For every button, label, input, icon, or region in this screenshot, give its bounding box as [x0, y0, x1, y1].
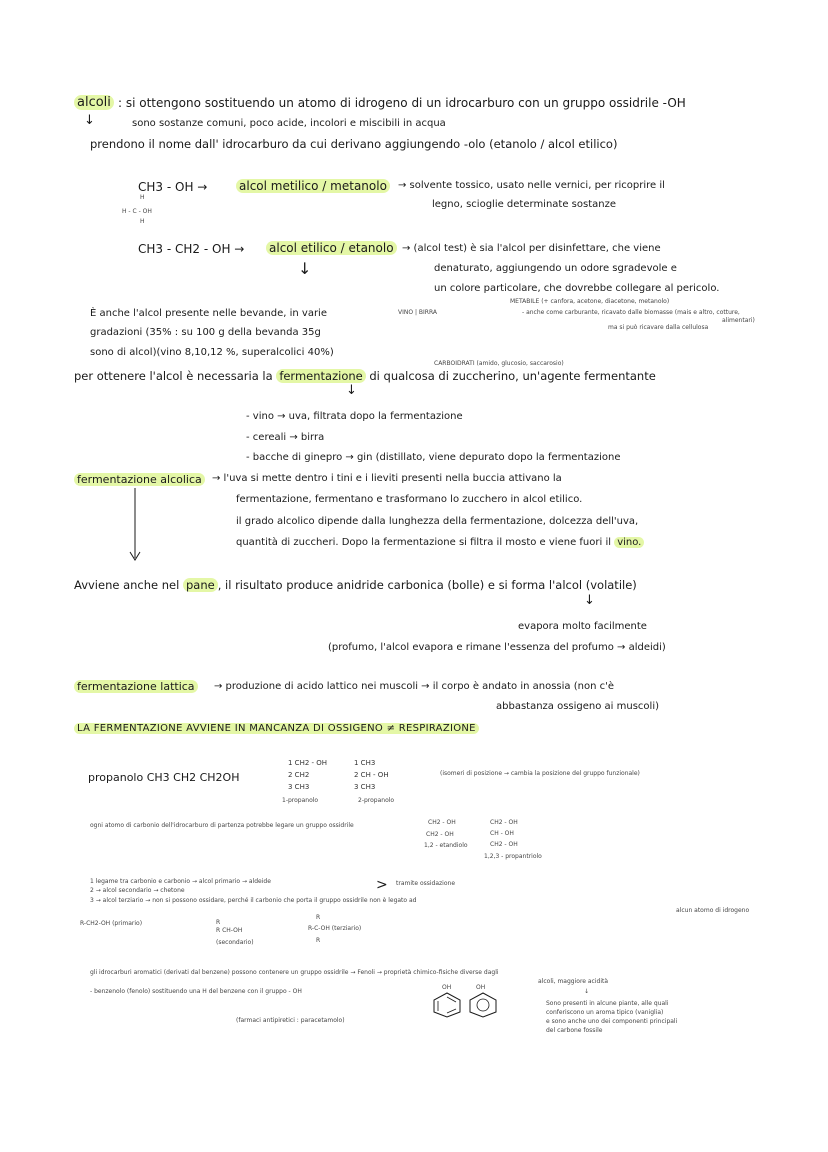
fermentazione-item-vino: - vino → uva, filtrata dopo la fermentazione	[246, 411, 463, 422]
metanolo-name: alcol metilico / metanolo	[236, 179, 390, 193]
etandiolo-line-1: CH2 - OH	[428, 819, 456, 826]
propantriolo-line-1: CH2 - OH	[490, 819, 518, 826]
alcoli-properties: sono sostanze comuni, poco acide, incolori e miscibili in acqua	[132, 118, 446, 129]
etanolo-desc-3: un colore particolare, che dovrebbe collegare al pericolo.	[434, 283, 720, 294]
propanolo-1-name: 1-propanolo	[282, 797, 319, 804]
down-arrow-icon: ↓	[298, 259, 312, 278]
etanolo-note-b: - anche come carburante, ricavato dalle biomasse (mais e altro, cotture,	[522, 309, 740, 316]
down-arrow-icon: ↓	[584, 988, 590, 995]
classi-row-3: 3 → alcol terziario → non si possono ossidare, perché il carbonio che porta il gruppo ossidrile non è legato ad	[90, 897, 417, 904]
metanolo-formula: CH3 - OH →	[138, 180, 208, 194]
fenoli-note-1: Sono presenti in alcune piante, alle quali	[546, 1000, 669, 1007]
alcolica-line-4: quantità di zuccheri. Dopo la fermentazione si filtra il mosto e viene fuori il vino.	[236, 537, 644, 549]
fenoli-acidita: alcoli, maggiore acidità	[538, 978, 609, 985]
pane-evapora: evapora molto facilmente	[518, 621, 647, 632]
fermentazione-alcolica-title: fermentazione alcolica	[74, 473, 205, 487]
fenoli-note-4: del carbone fossile	[546, 1027, 603, 1034]
down-arrow-icon: ↓	[584, 593, 595, 608]
pane-profumo: (profumo, l'alcol evapora e rimane l'essenza del profumo → aldeidi)	[328, 642, 666, 653]
etanolo-desc-2: denaturato, aggiungendo un odore sgradevole e	[434, 263, 677, 274]
bevande-line-1: È anche l'alcol presente nelle bevande, in varie	[90, 308, 327, 319]
etanolo-note-a: METABILE (+ canfora, acetone, diacetone, metanolo)	[510, 298, 670, 305]
terziario-line-1: R	[316, 914, 321, 921]
etandiolo-name: 1,2 - etandiolo	[424, 842, 468, 849]
propanolo-label: propanolo CH3 CH2 CH2OH	[88, 771, 240, 784]
classi-row-3b: alcun atomo di idrogeno	[676, 907, 750, 914]
benzene-ring-icon	[432, 992, 462, 1018]
etanolo-formula: CH3 - CH2 - OH →	[138, 242, 245, 256]
etanolo-name: alcol etilico / etanolo	[266, 241, 397, 255]
terziario-line-2: R-C-OH (terziario)	[308, 925, 362, 932]
secondario-line-2: R CH-OH	[216, 927, 243, 934]
propanolo-1-line-1: 1 CH2 - OH	[288, 759, 328, 767]
isomeri-note: (isomeri di posizione → cambia la posizione del gruppo funzionale)	[440, 770, 640, 777]
down-arrow-icon: ↓	[84, 113, 95, 128]
propantriolo-line-3: CH2 - OH	[490, 841, 518, 848]
vino-birra-label: VINO | BIRRA	[398, 309, 438, 316]
fermentazione-item-gin: - bacche di ginepro → gin (distillato, viene depurato dopo la fermentazione	[246, 452, 621, 463]
etanolo-desc-1: → (alcol test) è sia l'alcol per disinfettare, che viene	[402, 243, 661, 254]
etanolo-note-c: ma si può ricavare dalla cellulosa	[608, 324, 709, 331]
propanolo-2-line-2: 2 CH - OH	[354, 771, 389, 779]
fermentazione-lattica-title: fermentazione lattica	[74, 680, 198, 694]
fermentazione-item-birra: - cereali → birra	[246, 432, 325, 443]
alcolica-line-2: fermentazione, fermentano e trasformano lo zucchero in alcol etilico.	[236, 494, 583, 505]
pane-line: Avviene anche nel pane , il risultato produce anidride carbonica (bolle) e si forma l'alcol (volatile)	[74, 578, 637, 592]
classi-row-2: 2 → alcol secondario → chetone	[90, 887, 185, 894]
propanolo-2-line-1: 1 CH3	[354, 759, 376, 767]
secondario-name: (secondario)	[216, 939, 254, 946]
alcoli-title: alcoli	[74, 96, 114, 110]
propanolo-1-line-3: 3 CH3	[288, 783, 310, 791]
alcoli-naming: prendono il nome dall' idrocarburo da cui derivano aggiungendo -olo (etanolo / alcol etilico)	[90, 137, 618, 151]
lattica-line-2: abbastanza ossigeno ai muscoli)	[496, 701, 660, 712]
fenolo-oh-label-1: OH	[442, 984, 452, 991]
secondario-line-1: R	[216, 919, 221, 926]
etandiolo-line-2: CH2 - OH	[426, 831, 454, 838]
propanolo-1-line-2: 2 CH2	[288, 771, 310, 779]
propanolo-2-name: 2-propanolo	[358, 797, 395, 804]
fenolo-oh-label-2: OH	[476, 984, 486, 991]
fenoli-note-2: conferiscono un aroma tipico (vaniglia)	[546, 1009, 664, 1016]
polioli-text: ogni atomo di carbonio dell'idrocarburo di partenza potrebbe legare un gruppo ossidrile	[90, 822, 354, 829]
long-down-arrow-icon	[128, 488, 142, 562]
bevande-line-2: gradazioni (35% : su 100 g della bevanda 35g	[90, 327, 321, 338]
classi-row-1: 1 legame tra carbonio e carbonio → alcol primario → aldeide	[90, 878, 271, 885]
metanolo-structure-top: H	[140, 194, 145, 201]
metanolo-desc-1: → solvente tossico, usato nelle vernici, per ricoprire il	[398, 180, 665, 191]
ossidazione-label: tramite ossidazione	[396, 880, 456, 887]
metanolo-structure-mid: H - C - OH	[122, 208, 152, 215]
etanolo-note-b2: alimentari)	[722, 317, 755, 324]
benzene-ring-aromatic-icon	[468, 992, 498, 1018]
lattica-line-1: → produzione di acido lattico nei muscoli → il corpo è andato in anossia (non c'è	[214, 681, 614, 692]
brace-icon: >	[376, 877, 388, 893]
metanolo-desc-2: legno, scioglie determinate sostanze	[432, 199, 617, 210]
fenoli-note-3: e sono anche uno dei componenti principali	[546, 1018, 678, 1025]
propantriolo-line-2: CH - OH	[490, 830, 514, 837]
aromatici-line-1: gli idrocarburi aromatici (derivati dal benzene) possono contenere un gruppo ossidrile → Fenoli → proprietà chimico-fisiche diverse dagli	[90, 969, 499, 976]
alcolica-line-1: → l'uva si mette dentro i tini e i lieviti presenti nella buccia attivano la	[212, 473, 562, 484]
alcolica-line-3: il grado alcolico dipende dalla lunghezza della fermentazione, dolcezza dell'uva,	[236, 516, 639, 527]
bevande-line-3: sono di alcol)(vino 8,10,12 %, superalcolici 40%)	[90, 347, 334, 358]
alcoli-definition: : si ottengono sostituendo un atomo di idrogeno di un idrocarburo con un gruppo ossidrile -OH	[118, 96, 686, 110]
down-arrow-icon: ↓	[346, 383, 357, 398]
propantriolo-name: 1,2,3 - propantriolo	[484, 853, 542, 860]
carboidrati-note: CARBOIDRATI (amido, glucosio, saccarosio)	[434, 360, 564, 367]
ossigeno-banner: LA FERMENTAZIONE AVVIENE IN MANCANZA DI OSSIGENO ≠ RESPIRAZIONE	[74, 722, 479, 736]
terziario-line-3: R	[316, 937, 321, 944]
propanolo-2-line-3: 3 CH3	[354, 783, 376, 791]
farmaci-note: (farmaci antipiretici : paracetamolo)	[236, 1017, 345, 1024]
primario-formula: R-CH2-OH (primario)	[80, 920, 143, 927]
fermentazione-intro: per ottenere l'alcol è necessaria la fermentazione di qualcosa di zuccherino, un'agente fermentante	[74, 369, 656, 383]
metanolo-structure-bot: H	[140, 218, 145, 225]
aromatici-line-2: - benzenolo (fenolo) sostituendo una H del benzene con il gruppo - OH	[90, 988, 302, 995]
